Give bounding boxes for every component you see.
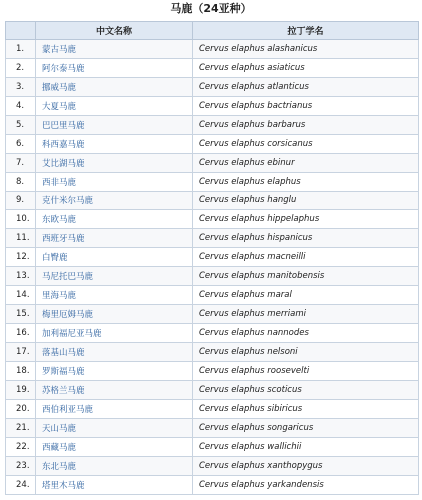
chinese-name-cell <box>36 305 193 324</box>
chinese-name-link[interactable]: 苏格兰马鹿 <box>42 385 85 396</box>
chinese-name-cell <box>36 96 193 115</box>
chinese-name-link[interactable]: 东欧马鹿 <box>42 215 77 226</box>
row-number: 11. <box>6 229 36 248</box>
chinese-name-cell <box>36 153 193 172</box>
latin-name: Cervus elaphus corsicanus <box>193 134 419 153</box>
chinese-name-cell <box>36 267 193 286</box>
table-row <box>6 77 419 96</box>
chinese-name-link[interactable]: 西伯利亚马鹿 <box>42 404 94 415</box>
chinese-name-link[interactable]: 里海马鹿 <box>42 291 77 302</box>
chinese-name-link[interactable]: 挪威马鹿 <box>42 82 77 93</box>
chinese-name-cell <box>36 134 193 153</box>
table-row <box>6 248 419 267</box>
latin-name: Cervus elaphus nelsoni <box>193 343 419 362</box>
chinese-name-link[interactable]: 塔里木马鹿 <box>42 480 85 491</box>
chinese-name-cell <box>36 399 193 418</box>
latin-name: Cervus elaphus xanthopygus <box>193 456 419 475</box>
chinese-name-cell <box>36 172 193 191</box>
row-number: 1. <box>6 40 36 59</box>
table-row <box>6 380 419 399</box>
latin-name: Cervus elaphus hanglu <box>193 191 419 210</box>
table-row <box>6 399 419 418</box>
latin-name: Cervus elaphus manitobensis <box>193 267 419 286</box>
chinese-name-link[interactable]: 西非马鹿 <box>42 177 77 188</box>
chinese-name-cell <box>36 210 193 229</box>
table-row <box>6 134 419 153</box>
chinese-name-link[interactable]: 阿尔泰马鹿 <box>42 63 85 74</box>
row-number: 14. <box>6 286 36 305</box>
latin-name: Cervus elaphus nannodes <box>193 324 419 343</box>
chinese-name-cell <box>36 40 193 59</box>
row-number: 10. <box>6 210 36 229</box>
latin-name: Cervus elaphus sibiricus <box>193 399 419 418</box>
subspecies-table <box>5 21 419 495</box>
latin-name: Cervus elaphus wallichii <box>193 437 419 456</box>
chinese-name-link[interactable]: 西班牙马鹿 <box>42 234 85 245</box>
row-number: 24. <box>6 475 36 494</box>
table-row <box>6 475 419 494</box>
table-row <box>6 456 419 475</box>
table-row <box>6 343 419 362</box>
chinese-name-link[interactable]: 艾比湖马鹿 <box>42 158 85 169</box>
chinese-name-link[interactable]: 天山马鹿 <box>42 423 77 434</box>
chinese-name-link[interactable]: 东北马鹿 <box>42 461 77 472</box>
chinese-name-link[interactable]: 落基山马鹿 <box>42 347 85 358</box>
chinese-name-cell <box>36 418 193 437</box>
table-row <box>6 58 419 77</box>
row-number: 15. <box>6 305 36 324</box>
row-number: 4. <box>6 96 36 115</box>
chinese-name-cell <box>36 229 193 248</box>
chinese-name-link[interactable]: 蒙古马鹿 <box>42 44 77 55</box>
table-row <box>6 153 419 172</box>
latin-name: Cervus elaphus roosevelti <box>193 361 419 380</box>
table-header-row <box>6 22 419 40</box>
row-number: 22. <box>6 437 36 456</box>
row-number: 9. <box>6 191 36 210</box>
chinese-name-link[interactable]: 白臀鹿 <box>42 253 68 264</box>
row-number: 20. <box>6 399 36 418</box>
table-row <box>6 40 419 59</box>
chinese-name-link[interactable]: 克什米尔马鹿 <box>42 196 94 207</box>
chinese-name-link[interactable]: 马尼托巴马鹿 <box>42 272 94 283</box>
row-number: 17. <box>6 343 36 362</box>
chinese-name-cell <box>36 324 193 343</box>
chinese-name-cell <box>36 343 193 362</box>
latin-name: Cervus elaphus macneilli <box>193 248 419 267</box>
row-number: 8. <box>6 172 36 191</box>
chinese-name-cell <box>36 115 193 134</box>
chinese-name-cell <box>36 191 193 210</box>
chinese-name-cell <box>36 286 193 305</box>
latin-name: Cervus elaphus barbarus <box>193 115 419 134</box>
chinese-name-cell <box>36 361 193 380</box>
chinese-name-link[interactable]: 西藏马鹿 <box>42 442 77 453</box>
latin-name: Cervus elaphus bactrianus <box>193 96 419 115</box>
chinese-name-cell <box>36 456 193 475</box>
latin-name: Cervus elaphus atlanticus <box>193 77 419 96</box>
row-number: 12. <box>6 248 36 267</box>
table-row <box>6 305 419 324</box>
row-number: 6. <box>6 134 36 153</box>
page-title: 马鹿（24亚种） <box>170 2 252 15</box>
latin-name: Cervus elaphus elaphus <box>193 172 419 191</box>
chinese-name-link[interactable]: 加利福尼亚马鹿 <box>42 329 102 340</box>
chinese-name-link[interactable]: 巴巴里马鹿 <box>42 120 85 131</box>
latin-name: Cervus elaphus songaricus <box>193 418 419 437</box>
row-number: 5. <box>6 115 36 134</box>
table-row <box>6 267 419 286</box>
row-number: 23. <box>6 456 36 475</box>
chinese-name-cell <box>36 58 193 77</box>
table-row <box>6 96 419 115</box>
chinese-name-cell <box>36 248 193 267</box>
row-number: 7. <box>6 153 36 172</box>
row-number: 2. <box>6 58 36 77</box>
row-number: 13. <box>6 267 36 286</box>
table-row <box>6 229 419 248</box>
chinese-name-link[interactable]: 梅里厄姆马鹿 <box>42 310 94 321</box>
row-number: 21. <box>6 418 36 437</box>
row-number: 16. <box>6 324 36 343</box>
chinese-name-link[interactable]: 大夏马鹿 <box>42 101 77 112</box>
row-number: 3. <box>6 77 36 96</box>
table-row <box>6 324 419 343</box>
table-row <box>6 418 419 437</box>
latin-name: Cervus elaphus asiaticus <box>193 58 419 77</box>
table-row <box>6 191 419 210</box>
latin-name: Cervus elaphus scoticus <box>193 380 419 399</box>
header-latin-name: 拉丁学名 <box>193 22 419 40</box>
chinese-name-cell <box>36 437 193 456</box>
latin-name: Cervus elaphus hippelaphus <box>193 210 419 229</box>
table-body <box>6 40 419 495</box>
row-number: 19. <box>6 380 36 399</box>
chinese-name-link[interactable]: 罗斯福马鹿 <box>42 366 85 377</box>
table-row <box>6 361 419 380</box>
table-row <box>6 437 419 456</box>
latin-name: Cervus elaphus alashanicus <box>193 40 419 59</box>
table-row <box>6 115 419 134</box>
header-chinese-name: 中文名称 <box>36 22 193 40</box>
header-index <box>6 22 36 40</box>
latin-name: Cervus elaphus ebinur <box>193 153 419 172</box>
chinese-name-cell <box>36 475 193 494</box>
table-row <box>6 286 419 305</box>
chinese-name-cell <box>36 77 193 96</box>
chinese-name-link[interactable]: 科西嘉马鹿 <box>42 139 85 150</box>
table-row <box>6 172 419 191</box>
row-number: 18. <box>6 361 36 380</box>
chinese-name-cell <box>36 380 193 399</box>
latin-name: Cervus elaphus maral <box>193 286 419 305</box>
latin-name: Cervus elaphus merriami <box>193 305 419 324</box>
latin-name: Cervus elaphus yarkandensis <box>193 475 419 494</box>
table-row <box>6 210 419 229</box>
latin-name: Cervus elaphus hispanicus <box>193 229 419 248</box>
